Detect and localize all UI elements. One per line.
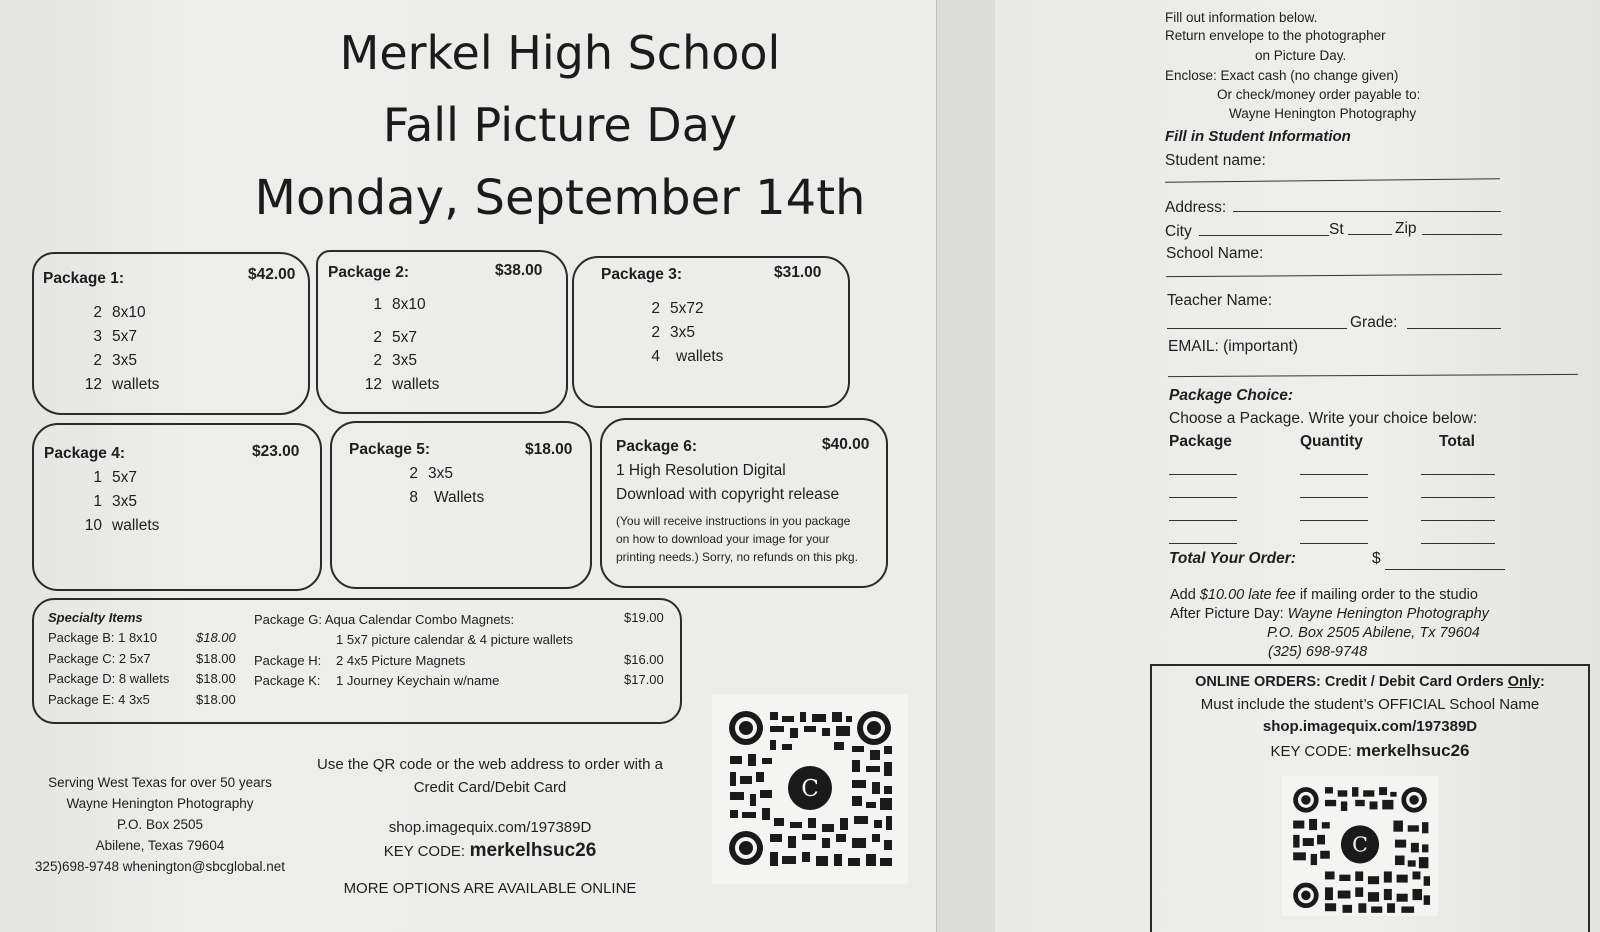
total-order-label: Total Your Order:: [1169, 550, 1296, 567]
package-name: Package 6:: [616, 438, 697, 455]
total-order-field[interactable]: [1385, 569, 1505, 570]
specialty-items-box: [32, 598, 682, 724]
email-label: EMAIL: (important): [1168, 338, 1299, 355]
order-total-field[interactable]: [1421, 543, 1495, 544]
zip-label: Zip: [1395, 220, 1417, 237]
package-6-note: printing needs.) Sorry, no refunds on this pkg.: [616, 550, 858, 564]
package-6-line1: 1 High Resolution Digital: [616, 462, 786, 479]
package-choice-heading: Package Choice:: [1169, 387, 1294, 404]
c-logo-icon: C: [801, 776, 819, 802]
contact-line: Abilene, Texas 79604: [95, 838, 225, 853]
teacher-name-label: Teacher Name:: [1167, 292, 1273, 309]
online-orders-title: ONLINE ORDERS: Credit / Debit Card Orders Only:: [1195, 674, 1545, 690]
package-6-line2: Download with copyright release: [616, 486, 840, 503]
package-item: 12 wallets: [84, 376, 160, 393]
school-name-label: School Name:: [1166, 245, 1264, 262]
online-order-block: [300, 753, 680, 897]
package-item: 2 3x5: [409, 465, 453, 482]
specialty-row: Package B: 1 8x10: [48, 630, 158, 645]
form-instr: Wayne Henington Photography: [1229, 106, 1417, 121]
student-name-field[interactable]: [1165, 178, 1500, 183]
order-total-field[interactable]: [1421, 520, 1495, 521]
package-g-label: Package G: Aqua Calendar Combo Magnets:: [254, 612, 515, 627]
order-quantity-field[interactable]: [1300, 474, 1368, 475]
late-fee-line: After Picture Day: Wayne Henington Photography: [1170, 606, 1489, 622]
package-g-price: $19.00: [624, 610, 664, 625]
event-date: Monday, September 14th: [254, 170, 866, 226]
package-item: 2 3x5: [93, 352, 137, 369]
order-url-link[interactable]: shop.imagequix.com/197389D: [388, 819, 592, 836]
grade-label: Grade:: [1350, 314, 1398, 331]
package-item: 2 8x10: [93, 304, 146, 321]
specialty-row: Package E: 4 3x5: [48, 692, 150, 707]
package-item: 1 8x10: [373, 296, 426, 313]
zip-field[interactable]: [1422, 234, 1502, 235]
package-item: 3 5x7: [93, 328, 137, 345]
online-orders-must: Must include the student’s OFFICIAL School Name: [1200, 696, 1540, 713]
late-fee-line: Add $10.00 late fee if mailing order to the studio: [1170, 587, 1478, 603]
late-fee-phone: (325) 698-9748: [1268, 644, 1368, 660]
package-h-label: Package H:: [254, 653, 322, 668]
package-6-box: [600, 418, 888, 588]
package-h-desc: 2 4x5 Picture Magnets: [336, 653, 466, 668]
contact-line: 325)698-9748 whenington@sbcglobal.net: [34, 859, 286, 874]
specialty-price: $18.00: [196, 671, 236, 686]
package-4-box: [32, 423, 322, 591]
order-quantity-field[interactable]: [1300, 497, 1368, 498]
city-field[interactable]: [1199, 235, 1329, 236]
school-title: Merkel High School: [339, 26, 781, 80]
qr-code-left[interactable]: [712, 694, 908, 884]
package-5-box: [330, 421, 592, 589]
package-g-desc: 1 5x7 picture calendar & 4 picture wallets: [336, 632, 574, 647]
more-options: MORE OPTIONS ARE AVAILABLE ONLINE: [343, 880, 637, 897]
state-label: St: [1329, 221, 1344, 238]
form-instr: Return envelope to the photographer: [1165, 28, 1386, 43]
package-price: $18.00: [525, 441, 573, 458]
sheet-gap: [936, 0, 996, 932]
package-item: 2 5x7: [373, 329, 417, 346]
package-item: 2 3x5: [651, 324, 695, 341]
col-total: Total: [1439, 433, 1475, 450]
specialty-heading: Specialty Items: [48, 610, 143, 625]
event-title: Fall Picture Day: [382, 98, 738, 152]
online-instr: Credit Card/Debit Card: [413, 779, 567, 796]
package-k-label: Package K:: [254, 673, 321, 688]
form-instr: Enclose: Exact cash (no change given): [1165, 68, 1399, 83]
col-quantity: Quantity: [1300, 433, 1363, 450]
city-label: City: [1165, 223, 1192, 240]
order-package-field[interactable]: [1169, 543, 1237, 544]
package-name: Package 5:: [349, 441, 430, 458]
order-total-field[interactable]: [1421, 474, 1495, 475]
package-3-box: [572, 256, 850, 408]
package-item: 1 3x5: [93, 493, 137, 510]
specialty-row: Package D: 8 wallets: [48, 671, 170, 686]
package-k-desc: 1 Journey Keychain w/name: [336, 673, 500, 688]
package-price: $38.00: [495, 262, 543, 279]
order-package-field[interactable]: [1169, 474, 1237, 475]
dollar-sign: $: [1372, 550, 1381, 567]
contact-line: P.O. Box 2505: [116, 817, 204, 832]
contact-block: [20, 772, 300, 877]
specialty-price: $18.00: [196, 630, 236, 645]
package-6-note: on how to download your image for your: [616, 532, 830, 546]
online-orders-url[interactable]: shop.imagequix.com/197389D: [1262, 718, 1478, 735]
package-price: $23.00: [252, 443, 300, 460]
address-label: Address:: [1165, 199, 1227, 216]
package-name: Package 3:: [601, 266, 682, 283]
specialty-price: $18.00: [196, 692, 236, 707]
contact-line: Serving West Texas for over 50 years: [48, 775, 272, 790]
package-item: 2 5x72: [651, 300, 704, 317]
order-package-field[interactable]: [1169, 520, 1237, 521]
package-item: 4 wallets: [651, 348, 724, 365]
qr-code-right[interactable]: [1282, 776, 1438, 916]
package-item: 10 wallets: [84, 517, 160, 534]
package-item: 1 5x7: [93, 469, 137, 486]
address-field[interactable]: [1233, 211, 1501, 212]
order-quantity-field[interactable]: [1300, 520, 1368, 521]
online-key-code: KEY CODE: merkelhsuc26: [1270, 741, 1470, 760]
order-total-field[interactable]: [1421, 497, 1495, 498]
package-name: Package 4:: [44, 445, 125, 462]
form-instr: on Picture Day.: [1255, 48, 1347, 63]
col-package: Package: [1169, 433, 1232, 450]
late-fee-address: P.O. Box 2505 Abilene, Tx 79604: [1267, 625, 1480, 641]
package-price: $42.00: [248, 266, 296, 283]
online-orders-box: [1150, 664, 1590, 932]
order-quantity-field[interactable]: [1300, 543, 1368, 544]
package-item: 12 wallets: [364, 376, 440, 393]
package-item: 2 3x5: [373, 352, 417, 369]
form-instr: Or check/money order payable to:: [1217, 87, 1421, 102]
grade-field[interactable]: [1407, 328, 1501, 329]
package-h-price: $16.00: [624, 652, 664, 667]
package-1-box: [32, 252, 310, 415]
order-form-sheet: [995, 0, 1600, 932]
specialty-row: Package C: 2 5x7: [48, 651, 151, 666]
qr-code-icon: [712, 694, 908, 884]
package-item: 8 Wallets: [409, 489, 485, 506]
key-code: KEY CODE: merkelhsuc26: [383, 840, 597, 861]
package-6-note: (You will receive instructions in you package: [616, 514, 851, 528]
package-name: Package 2:: [328, 264, 409, 281]
package-name: Package 1:: [43, 270, 124, 287]
qr-code-icon: [1282, 776, 1438, 916]
c-logo-icon: C: [1352, 832, 1368, 857]
online-instr: Use the QR code or the web address to order with a: [316, 756, 663, 773]
form-instr: Fill out information below.: [1165, 10, 1318, 25]
package-choice-instr: Choose a Package. Write your choice below:: [1169, 410, 1478, 427]
order-package-field[interactable]: [1169, 497, 1237, 498]
contact-line: Wayne Henington Photography: [66, 796, 254, 811]
school-name-field[interactable]: [1166, 274, 1502, 277]
student-info-heading: Fill in Student Information: [1165, 128, 1351, 145]
teacher-name-field[interactable]: [1167, 328, 1347, 329]
package-price: $40.00: [822, 436, 870, 453]
package-price: $31.00: [774, 264, 822, 281]
student-name-label: Student name:: [1165, 152, 1266, 169]
email-field[interactable]: [1168, 374, 1578, 377]
package-k-price: $17.00: [624, 672, 664, 687]
package-2-box: [316, 250, 568, 414]
specialty-price: $18.00: [196, 651, 236, 666]
state-field[interactable]: [1348, 234, 1392, 235]
